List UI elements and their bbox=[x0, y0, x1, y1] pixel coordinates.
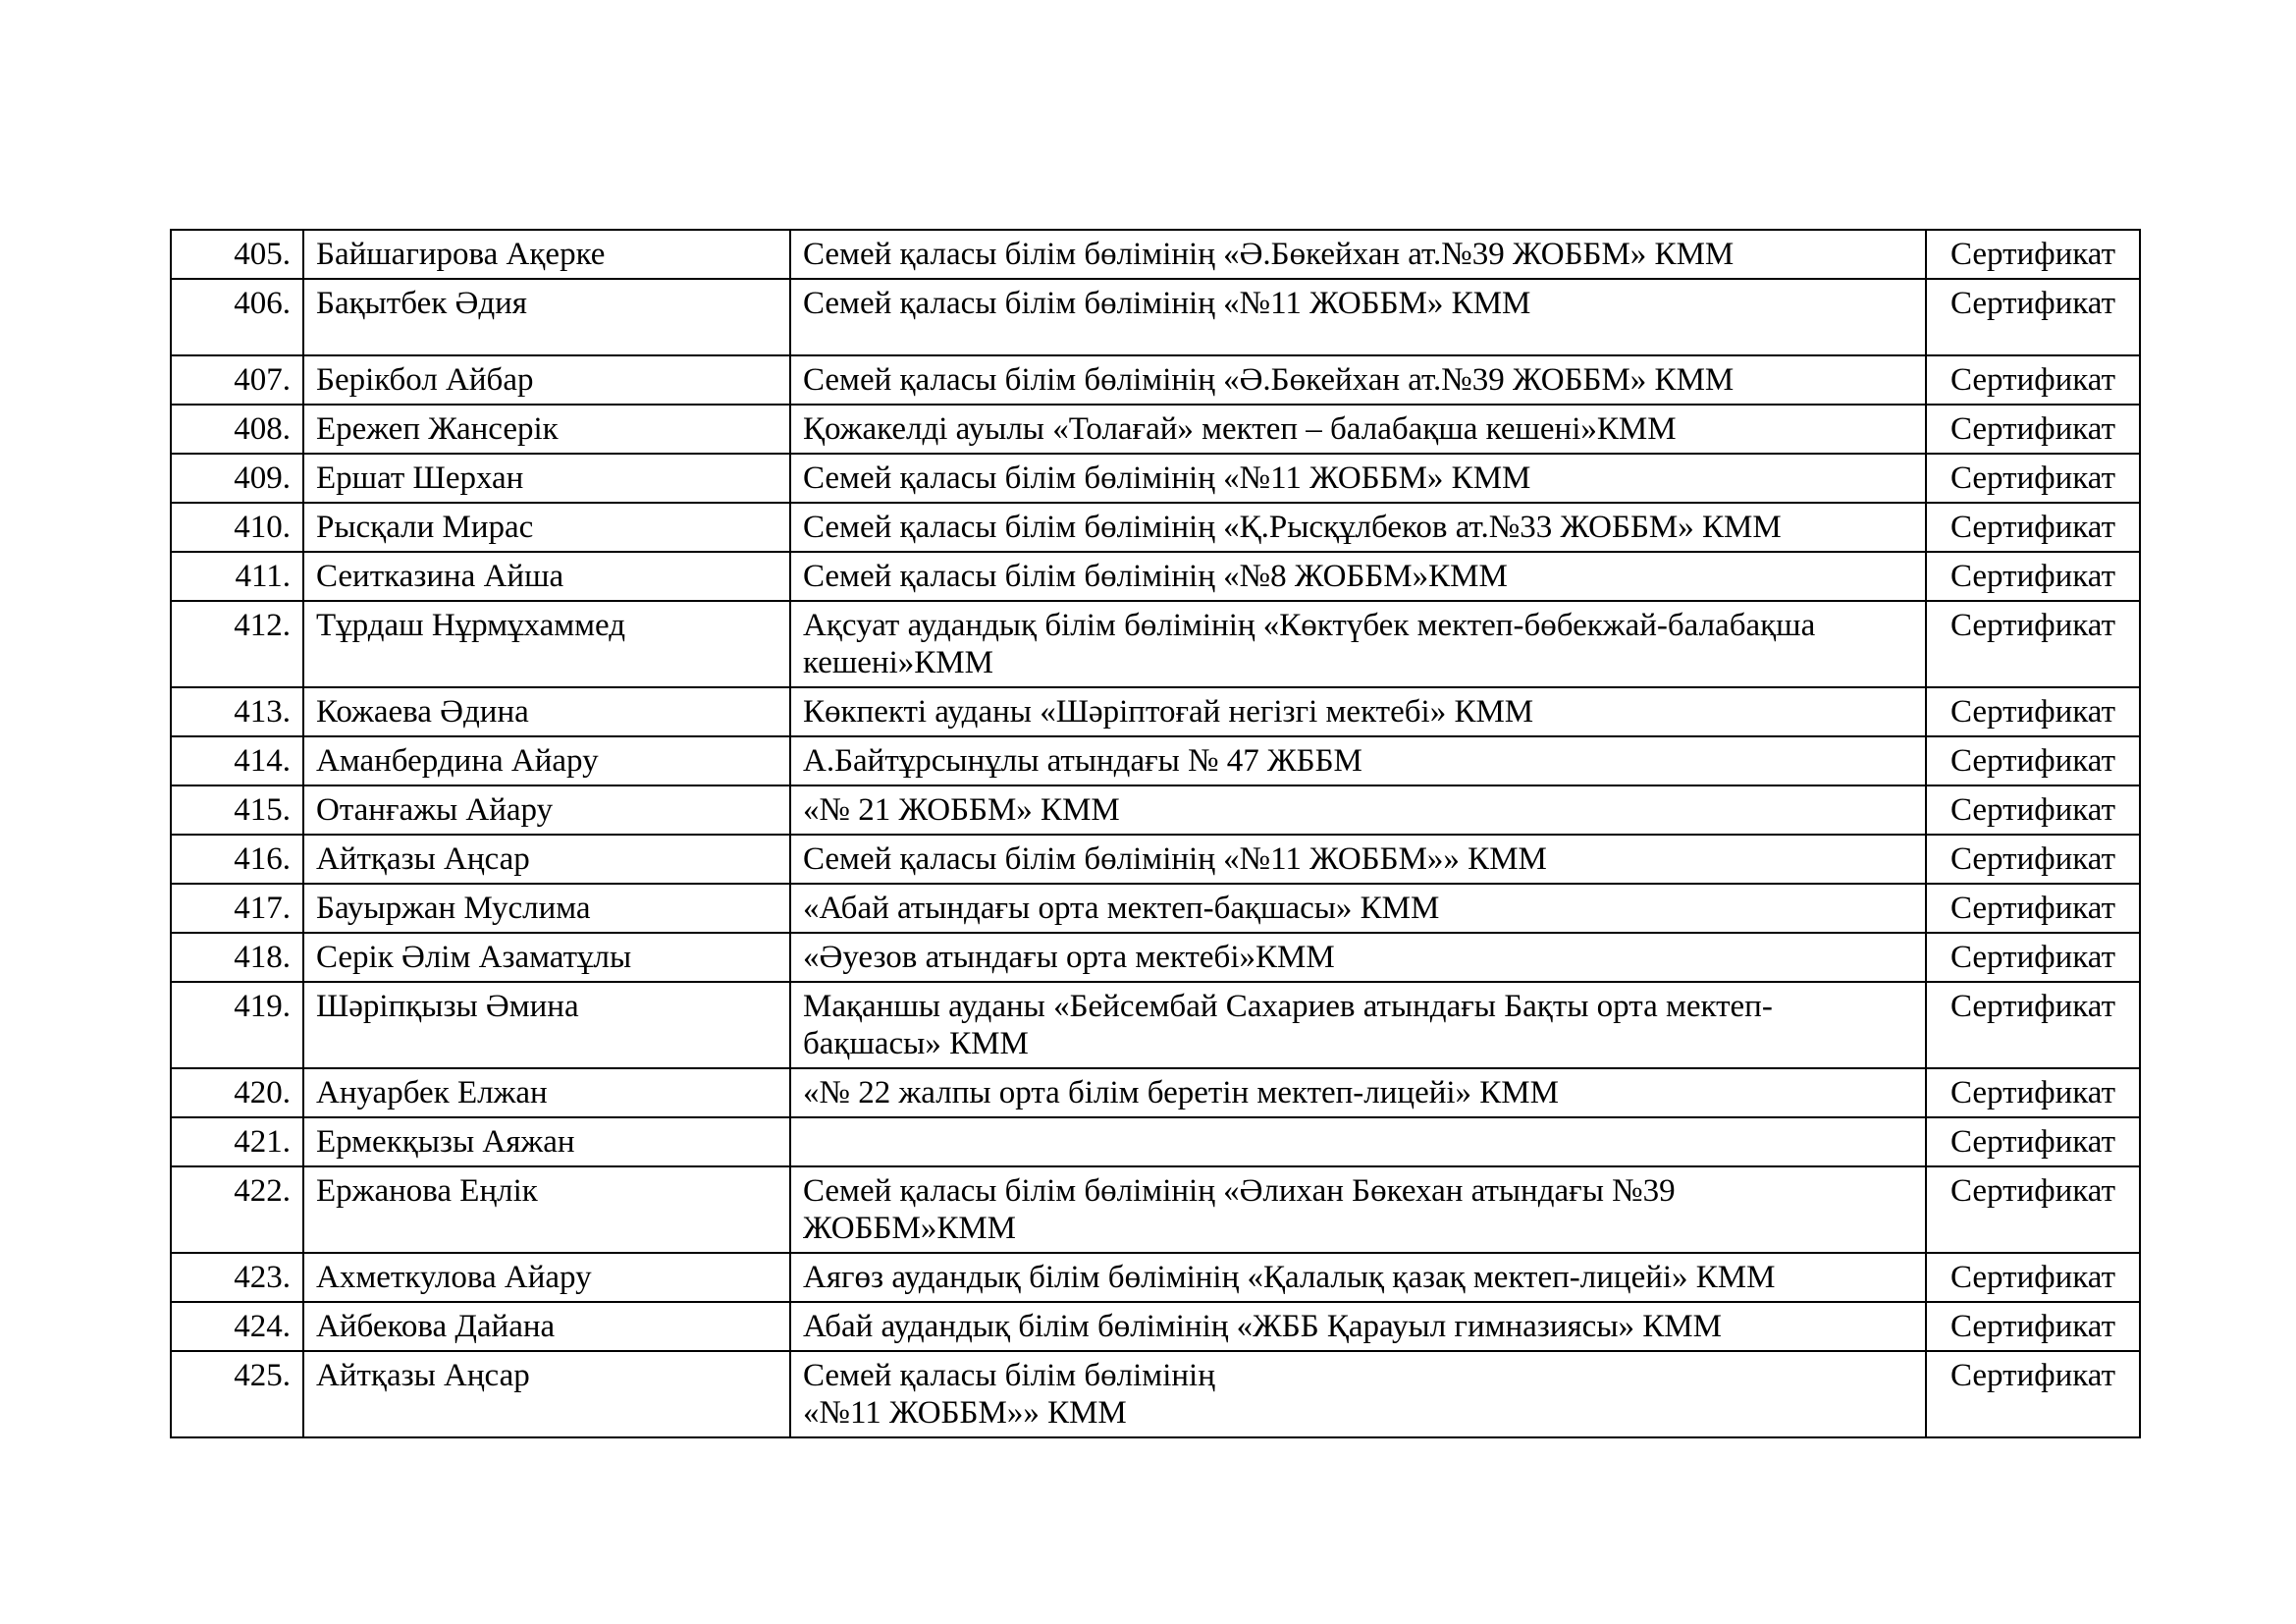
row-number-cell bbox=[171, 279, 303, 355]
table-row bbox=[171, 355, 2140, 405]
organization-cell bbox=[790, 982, 1926, 1068]
participant-name-cell bbox=[303, 279, 790, 355]
row-number-cell bbox=[171, 355, 303, 405]
organization-cell bbox=[790, 454, 1926, 503]
result-cell bbox=[1926, 355, 2140, 405]
participant-name-cell bbox=[303, 933, 790, 982]
result-text: Сертификат bbox=[1950, 1173, 2115, 1209]
participant-name-text: Айтқазы Аңсар bbox=[316, 1358, 530, 1393]
organization-cell bbox=[790, 1068, 1926, 1117]
participant-name-text: Байшагирова Ақерке bbox=[316, 237, 606, 272]
result-text: Сертификат bbox=[1950, 841, 2115, 877]
organization-text: Абай аудандық білім бөлімінің «ЖББ Қарауыл гимназиясы» КММ bbox=[803, 1309, 1722, 1344]
participant-name-cell bbox=[303, 835, 790, 884]
row-number-cell bbox=[171, 1166, 303, 1253]
row-number-cell bbox=[171, 1068, 303, 1117]
participant-name-cell bbox=[303, 405, 790, 454]
table-row bbox=[171, 454, 2140, 503]
result-cell bbox=[1926, 736, 2140, 785]
participant-name-text: Шәріпқызы Әмина bbox=[316, 989, 579, 1024]
organization-cell bbox=[790, 230, 1926, 279]
participant-name-cell bbox=[303, 1351, 790, 1437]
organization-text: А.Байтұрсынұлы атындағы № 47 ЖББМ bbox=[803, 743, 1362, 779]
table-row bbox=[171, 1253, 2140, 1302]
organization-text: «№ 21 ЖОББМ» КММ bbox=[803, 792, 1120, 828]
participant-name-text: Отанғажы Айару bbox=[316, 792, 554, 828]
organization-cell bbox=[790, 1253, 1926, 1302]
row-number-text: 407. bbox=[234, 362, 291, 398]
row-number-cell bbox=[171, 785, 303, 835]
row-number-text: 414. bbox=[234, 743, 291, 779]
organization-text: Семей қаласы білім бөлімінің «Ә.Бөкейхан ат.№39 ЖОББМ» КММ bbox=[803, 237, 1735, 272]
organization-text: Аягөз аудандық білім бөлімінің «Қалалық қазақ мектеп-лицейі» КММ bbox=[803, 1260, 1776, 1295]
result-text: Сертификат bbox=[1950, 989, 2115, 1024]
row-number-text: 405. bbox=[234, 237, 291, 272]
organization-text: «№ 22 жалпы орта білім беретін мектеп-лицейі» КММ bbox=[803, 1075, 1559, 1110]
row-number-cell bbox=[171, 1117, 303, 1166]
row-number-text: 409. bbox=[234, 460, 291, 496]
result-cell bbox=[1926, 1302, 2140, 1351]
row-number-cell bbox=[171, 884, 303, 933]
result-text: Сертификат bbox=[1950, 1124, 2115, 1160]
participant-name-cell bbox=[303, 503, 790, 552]
table-row bbox=[171, 785, 2140, 835]
table-body bbox=[171, 230, 2140, 1437]
participant-name-text: Рысқали Мирас bbox=[316, 510, 534, 545]
result-text: Сертификат bbox=[1950, 694, 2115, 730]
table-row bbox=[171, 933, 2140, 982]
row-number-cell bbox=[171, 601, 303, 687]
row-number-cell bbox=[171, 1253, 303, 1302]
participant-name-text: Айтқазы Аңсар bbox=[316, 841, 530, 877]
organization-cell bbox=[790, 785, 1926, 835]
result-cell bbox=[1926, 230, 2140, 279]
participant-name-text: Ермекқызы Аяжан bbox=[316, 1124, 575, 1160]
participant-name-cell bbox=[303, 552, 790, 601]
result-text: Сертификат bbox=[1950, 286, 2115, 321]
row-number-cell bbox=[171, 933, 303, 982]
row-number-cell bbox=[171, 405, 303, 454]
participant-name-text: Айбекова Дайана bbox=[316, 1309, 556, 1344]
participant-name-text: Тұрдаш Нұрмұхаммед bbox=[316, 608, 626, 643]
participant-name-cell bbox=[303, 601, 790, 687]
result-cell bbox=[1926, 552, 2140, 601]
result-text: Сертификат bbox=[1950, 1309, 2115, 1344]
result-cell bbox=[1926, 1166, 2140, 1253]
result-text: Сертификат bbox=[1950, 460, 2115, 496]
table-row bbox=[171, 230, 2140, 279]
row-number-text: 419. bbox=[234, 989, 291, 1024]
table-row bbox=[171, 884, 2140, 933]
organization-text: Мақаншы ауданы «Бейсембай Сахариев атындағы Бақты орта мектеп- бақшасы» КММ bbox=[803, 989, 1773, 1061]
row-number-text: 418. bbox=[234, 940, 291, 975]
organization-cell bbox=[790, 503, 1926, 552]
row-number-text: 408. bbox=[234, 411, 291, 447]
participant-name-text: Сеитказина Айша bbox=[316, 559, 564, 594]
participant-name-text: Ануарбек Елжан bbox=[316, 1075, 548, 1110]
row-number-text: 417. bbox=[234, 891, 291, 926]
row-number-cell bbox=[171, 982, 303, 1068]
row-number-text: 413. bbox=[234, 694, 291, 730]
row-number-text: 422. bbox=[234, 1173, 291, 1209]
table-row bbox=[171, 1068, 2140, 1117]
table-row bbox=[171, 601, 2140, 687]
result-cell bbox=[1926, 884, 2140, 933]
row-number-cell bbox=[171, 454, 303, 503]
participant-name-text: Серік Әлім Азаматұлы bbox=[316, 940, 632, 975]
participant-name-text: Аманбердина Айару bbox=[316, 743, 599, 779]
result-text: Сертификат bbox=[1950, 559, 2115, 594]
result-text: Сертификат bbox=[1950, 608, 2115, 643]
result-text: Сертификат bbox=[1950, 792, 2115, 828]
result-cell bbox=[1926, 1351, 2140, 1437]
result-cell bbox=[1926, 1253, 2140, 1302]
participant-name-text: Ережеп Жансерік bbox=[316, 411, 559, 447]
organization-cell bbox=[790, 355, 1926, 405]
result-text: Сертификат bbox=[1950, 1358, 2115, 1393]
organization-text: «Әуезов атындағы орта мектебі»КММ bbox=[803, 940, 1335, 975]
table-row bbox=[171, 1351, 2140, 1437]
organization-text: Көкпекті ауданы «Шәріптоғай негізгі мектебі» КММ bbox=[803, 694, 1534, 730]
participant-name-cell bbox=[303, 1166, 790, 1253]
participant-name-text: Берікбол Айбар bbox=[316, 362, 534, 398]
row-number-text: 411. bbox=[235, 559, 291, 594]
participant-name-text: Ахметкулова Айару bbox=[316, 1260, 592, 1295]
organization-cell bbox=[790, 1351, 1926, 1437]
row-number-cell bbox=[171, 687, 303, 736]
participant-name-cell bbox=[303, 1068, 790, 1117]
participant-name-text: Бақытбек Әдия bbox=[316, 286, 527, 321]
row-number-text: 425. bbox=[234, 1358, 291, 1393]
organization-text: Семей қаласы білім бөлімінің «№11 ЖОББМ»» КММ bbox=[803, 1358, 1215, 1431]
organization-text: Семей қаласы білім бөлімінің «Ә.Бөкейхан ат.№39 ЖОББМ» КММ bbox=[803, 362, 1735, 398]
organization-cell bbox=[790, 835, 1926, 884]
organization-text: Семей қаласы білім бөлімінің «№11 ЖОББМ» КММ bbox=[803, 286, 1531, 321]
row-number-text: 416. bbox=[234, 841, 291, 877]
result-cell bbox=[1926, 601, 2140, 687]
result-cell bbox=[1926, 982, 2140, 1068]
participant-name-cell bbox=[303, 230, 790, 279]
table-row bbox=[171, 982, 2140, 1068]
table-row bbox=[171, 736, 2140, 785]
result-text: Сертификат bbox=[1950, 1260, 2115, 1295]
result-cell bbox=[1926, 933, 2140, 982]
organization-text: Қожакелді ауылы «Толағай» мектеп – балабақша кешені»КММ bbox=[803, 411, 1677, 447]
result-cell bbox=[1926, 503, 2140, 552]
participant-name-cell bbox=[303, 687, 790, 736]
organization-text: Семей қаласы білім бөлімінің «№11 ЖОББМ»» КММ bbox=[803, 841, 1547, 877]
result-cell bbox=[1926, 405, 2140, 454]
result-cell bbox=[1926, 1068, 2140, 1117]
result-text: Сертификат bbox=[1950, 362, 2115, 398]
organization-cell bbox=[790, 1166, 1926, 1253]
row-number-text: 423. bbox=[234, 1260, 291, 1295]
table-row bbox=[171, 687, 2140, 736]
row-number-cell bbox=[171, 503, 303, 552]
result-text: Сертификат bbox=[1950, 510, 2115, 545]
participant-name-cell bbox=[303, 1302, 790, 1351]
row-number-text: 415. bbox=[234, 792, 291, 828]
row-number-cell bbox=[171, 736, 303, 785]
table-row bbox=[171, 1117, 2140, 1166]
organization-cell bbox=[790, 933, 1926, 982]
row-number-cell bbox=[171, 835, 303, 884]
participant-name-cell bbox=[303, 736, 790, 785]
result-cell bbox=[1926, 687, 2140, 736]
participant-name-cell bbox=[303, 785, 790, 835]
row-number-text: 424. bbox=[234, 1309, 291, 1344]
organization-cell bbox=[790, 687, 1926, 736]
row-number-text: 410. bbox=[234, 510, 291, 545]
row-number-text: 406. bbox=[234, 286, 291, 321]
result-cell bbox=[1926, 835, 2140, 884]
organization-cell bbox=[790, 884, 1926, 933]
table-row bbox=[171, 552, 2140, 601]
organization-text: Семей қаласы білім бөлімінің «Әлихан Бөкехан атындағы №39 ЖОББМ»КММ bbox=[803, 1173, 1676, 1246]
organization-cell bbox=[790, 279, 1926, 355]
result-text: Сертификат bbox=[1950, 940, 2115, 975]
result-text: Сертификат bbox=[1950, 891, 2115, 926]
result-text: Сертификат bbox=[1950, 411, 2115, 447]
organization-text: «Абай атындағы орта мектеп-бақшасы» КММ bbox=[803, 891, 1440, 926]
table-row bbox=[171, 835, 2140, 884]
row-number-text: 421. bbox=[234, 1124, 291, 1160]
result-cell bbox=[1926, 454, 2140, 503]
organization-text: Семей қаласы білім бөлімінің «№8 ЖОББМ»КММ bbox=[803, 559, 1508, 594]
organization-cell bbox=[790, 1117, 1926, 1166]
table-row bbox=[171, 405, 2140, 454]
table-row bbox=[171, 503, 2140, 552]
organization-text: Семей қаласы білім бөлімінің «№11 ЖОББМ» КММ bbox=[803, 460, 1531, 496]
row-number-cell bbox=[171, 552, 303, 601]
table-row bbox=[171, 1166, 2140, 1253]
result-cell bbox=[1926, 1117, 2140, 1166]
row-number-text: 420. bbox=[234, 1075, 291, 1110]
organization-cell bbox=[790, 736, 1926, 785]
participant-name-text: Кожаева Әдина bbox=[316, 694, 529, 730]
table-row bbox=[171, 279, 2140, 355]
organization-cell bbox=[790, 405, 1926, 454]
organization-text: Семей қаласы білім бөлімінің «Қ.Рысқұлбеков ат.№33 ЖОББМ» КММ bbox=[803, 510, 1782, 545]
participant-name-cell bbox=[303, 1117, 790, 1166]
result-cell bbox=[1926, 279, 2140, 355]
row-number-cell bbox=[171, 1351, 303, 1437]
row-number-cell bbox=[171, 1302, 303, 1351]
participants-table bbox=[170, 229, 2141, 1438]
participant-name-text: Ержанова Еңлік bbox=[316, 1173, 538, 1209]
result-cell bbox=[1926, 785, 2140, 835]
organization-cell bbox=[790, 552, 1926, 601]
participant-name-cell bbox=[303, 355, 790, 405]
result-text: Сертификат bbox=[1950, 237, 2115, 272]
organization-cell bbox=[790, 1302, 1926, 1351]
participant-name-cell bbox=[303, 454, 790, 503]
result-text: Сертификат bbox=[1950, 743, 2115, 779]
organization-text: Ақсуат аудандық білім бөлімінің «Көктүбек мектеп-бөбекжай-балабақша кешені»КММ bbox=[803, 608, 1816, 680]
participant-name-text: Ершат Шерхан bbox=[316, 460, 524, 496]
table-row bbox=[171, 1302, 2140, 1351]
participant-name-cell bbox=[303, 1253, 790, 1302]
participant-name-cell bbox=[303, 982, 790, 1068]
row-number-text: 412. bbox=[234, 608, 291, 643]
result-text: Сертификат bbox=[1950, 1075, 2115, 1110]
row-number-cell bbox=[171, 230, 303, 279]
participant-name-cell bbox=[303, 884, 790, 933]
organization-cell bbox=[790, 601, 1926, 687]
participant-name-text: Бауыржан Муслима bbox=[316, 891, 591, 926]
